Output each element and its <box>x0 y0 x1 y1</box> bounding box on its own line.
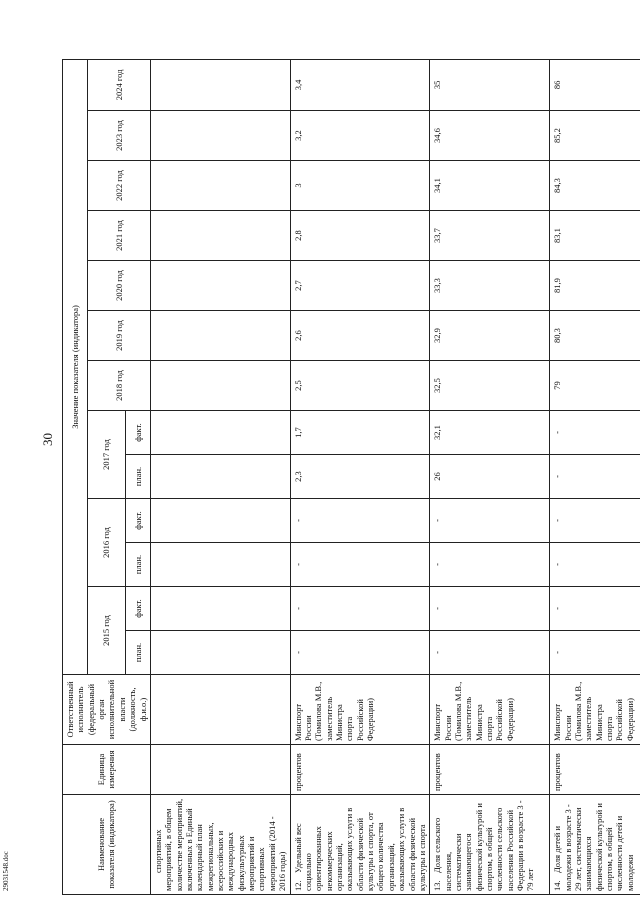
table-row <box>150 59 290 894</box>
page-number: 30 <box>40 433 55 446</box>
value-cell: 85,2 <box>550 111 640 161</box>
value-cell: 3,4 <box>290 59 430 110</box>
value-cell <box>150 499 290 543</box>
value-cell <box>150 411 290 455</box>
footer-filename: 29031548.doc <box>2 851 10 891</box>
header-year-2016: 2016 год <box>88 499 126 587</box>
value-cell: 26 <box>430 455 550 499</box>
header-fact: факт. <box>125 411 150 455</box>
value-cell: 2,5 <box>290 361 430 411</box>
header-plan: план. <box>125 631 150 675</box>
header-year-2018: 2018 год <box>88 361 151 411</box>
responsible-cell: Минспорт России (Томилова М.В., заместитель Министра спорта Российской Федерации) <box>550 675 640 745</box>
value-cell: 32,5 <box>430 361 550 411</box>
document-sheet <box>62 60 635 895</box>
indicator-name: Доля сельского населения, систематически занимающегося физической культурой и спортом, в общей численности сельского населения Российской Федерации в возрасте 3 - 79 лет <box>432 800 536 891</box>
value-cell: 35 <box>430 59 550 110</box>
value-cell: 80,3 <box>550 311 640 361</box>
row-number: 12. <box>292 880 303 891</box>
value-cell <box>150 111 290 161</box>
indicator-name-cell <box>290 795 430 895</box>
table-row <box>430 59 550 894</box>
value-cell: - <box>430 631 550 675</box>
value-cell <box>150 361 290 411</box>
responsible-cell <box>150 675 290 745</box>
value-cell <box>150 543 290 587</box>
header-year-2023: 2023 год <box>88 111 151 161</box>
value-cell <box>150 161 290 211</box>
header-fact: факт. <box>125 587 150 631</box>
header-year-2024: 2024 год <box>88 59 151 110</box>
value-cell: - <box>550 587 640 631</box>
value-cell: 2,6 <box>290 311 430 361</box>
value-cell: - <box>550 631 640 675</box>
responsible-cell: Минспорт России (Томилова М.В., заместитель Министра спорта Российской Федерации) <box>290 675 430 745</box>
row-number: 13. <box>432 880 443 891</box>
header-year-2022: 2022 год <box>88 161 151 211</box>
header-year-2019: 2019 год <box>88 311 151 361</box>
value-cell <box>150 311 290 361</box>
value-cell: - <box>290 543 430 587</box>
header-plan: план. <box>125 455 150 499</box>
value-cell: - <box>290 587 430 631</box>
header-plan: план. <box>125 543 150 587</box>
value-cell <box>150 631 290 675</box>
unit-cell: процентов <box>430 745 550 795</box>
value-cell: - <box>290 499 430 543</box>
value-cell: 34,6 <box>430 111 550 161</box>
indicator-name: Доля детей и молодежи в возрасте 3 - 29 лет, систематически занимающихся физической культурой и спортом, в общей численности детей и молодежи <box>552 803 635 891</box>
table-row <box>290 59 430 894</box>
value-cell: - <box>430 543 550 587</box>
header-year-2021: 2021 год <box>88 211 151 261</box>
header-values-group: Значение показателя (индикатора) <box>63 59 88 674</box>
header-responsible: Ответственный исполнитель (федеральный орган исполнительной власти (должность, ф.и.о.) <box>63 675 151 745</box>
value-cell: - <box>550 455 640 499</box>
value-cell: - <box>290 631 430 675</box>
value-cell <box>150 455 290 499</box>
header-name: Наименование показателя (индикатора) <box>63 795 151 895</box>
value-cell: 32,1 <box>430 411 550 455</box>
header-fact: факт. <box>125 499 150 543</box>
indicator-name: спортивных мероприятий, в общем количестве мероприятий, включенных в Единый календарный план межрегиональных, всероссийских и международных физкультурных мероприятий и спортивных мероприятий (2014 - 2016 годы) <box>152 798 288 891</box>
header-unit: Единица измерения <box>63 745 151 795</box>
value-cell: 33,7 <box>430 211 550 261</box>
value-cell: - <box>430 587 550 631</box>
value-cell <box>150 261 290 311</box>
indicator-name-cell <box>150 795 290 895</box>
indicator-name-cell <box>550 795 640 895</box>
unit-cell: процентов <box>290 745 430 795</box>
value-cell: 79 <box>550 361 640 411</box>
value-cell: - <box>550 499 640 543</box>
value-cell: 34,1 <box>430 161 550 211</box>
value-cell: 33,3 <box>430 261 550 311</box>
table-body <box>150 59 640 894</box>
value-cell <box>150 587 290 631</box>
value-cell: 3,2 <box>290 111 430 161</box>
value-cell <box>150 211 290 261</box>
header-year-2017: 2017 год <box>88 411 126 499</box>
indicator-table <box>62 59 640 895</box>
unit-cell: процентов <box>550 745 640 795</box>
value-cell: 32,9 <box>430 311 550 361</box>
row-number: 14. <box>552 880 563 891</box>
value-cell: 83,1 <box>550 211 640 261</box>
header-year-2020: 2020 год <box>88 261 151 311</box>
value-cell: 86 <box>550 59 640 110</box>
header-year-2015: 2015 год <box>88 587 126 675</box>
indicator-name-cell <box>430 795 550 895</box>
value-cell: 2,7 <box>290 261 430 311</box>
value-cell: - <box>430 499 550 543</box>
value-cell: 2,8 <box>290 211 430 261</box>
value-cell: 81,9 <box>550 261 640 311</box>
value-cell: 84,3 <box>550 161 640 211</box>
table-row <box>550 59 640 894</box>
value-cell: - <box>550 411 640 455</box>
value-cell: - <box>550 543 640 587</box>
value-cell: 1,7 <box>290 411 430 455</box>
value-cell: 2,3 <box>290 455 430 499</box>
unit-cell <box>150 745 290 795</box>
indicator-name: Удельный вес социально ориентированных некоммерческих организаций, оказывающих услуги в области физической культуры и спорта, от общего количества организаций, оказывающих услуги в области физической культуры и спорта <box>292 807 427 891</box>
value-cell <box>150 59 290 110</box>
value-cell: 3 <box>290 161 430 211</box>
responsible-cell: Минспорт России (Томилова М.В., заместитель Министра спорта Российской Федерации) <box>430 675 550 745</box>
